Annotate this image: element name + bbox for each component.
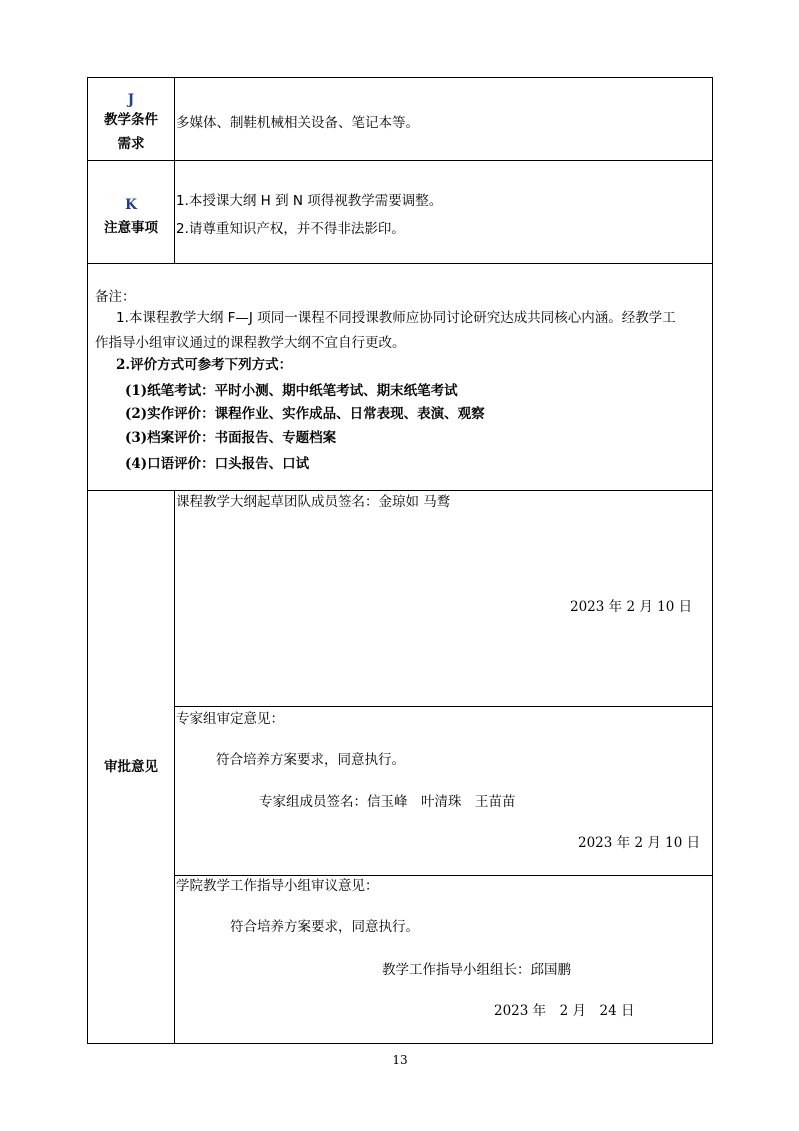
row-divider-k-notes bbox=[87, 263, 713, 264]
table-border-right bbox=[712, 77, 713, 1044]
expert-signature: 专家组成员签名：信玉峰 叶清珠 王苗苗 bbox=[259, 794, 516, 810]
notes-heading: 备注： bbox=[95, 289, 136, 305]
notes-eval-item-4: (4)口语评价：口头报告、口试 bbox=[125, 456, 310, 472]
section-k-code: K bbox=[125, 197, 137, 213]
column-divider-upper bbox=[174, 77, 175, 264]
section-k-label: 注意事项 bbox=[104, 220, 158, 236]
approval-label: 审批意见 bbox=[104, 759, 158, 775]
row-divider-j-k bbox=[87, 160, 713, 161]
section-k-item-2: 2.请尊重知识产权，并不得非法影印。 bbox=[176, 221, 405, 237]
expert-date: 2023 年 2 月 10 日 bbox=[578, 835, 701, 851]
table-border-bottom bbox=[87, 1043, 713, 1044]
notes-eval-item-3: (3)档案评价：书面报告、专题档案 bbox=[125, 430, 337, 446]
table-border-top bbox=[87, 77, 713, 78]
section-j-label-line2: 需求 bbox=[117, 136, 145, 152]
expert-opinion: 符合培养方案要求，同意执行。 bbox=[216, 752, 405, 768]
divider-expert-college bbox=[174, 875, 713, 876]
column-divider-lower bbox=[174, 490, 175, 1044]
college-date: 2023 年 2 月 24 日 bbox=[494, 1003, 635, 1019]
page-number: 13 bbox=[392, 1053, 408, 1067]
section-j-content: 多媒体、制鞋机械相关设备、笔记本等。 bbox=[176, 115, 419, 131]
drafting-title: 课程教学大纲起草团队成员签名：金琼如 马鹜 bbox=[176, 494, 451, 510]
college-signature: 教学工作指导小组组长：邱国鹏 bbox=[382, 962, 571, 978]
section-j-code: J bbox=[127, 92, 135, 108]
college-opinion: 符合培养方案要求，同意执行。 bbox=[230, 919, 419, 935]
divider-drafting-expert bbox=[174, 706, 713, 707]
expert-title: 专家组审定意见： bbox=[176, 711, 284, 727]
notes-eval-heading: 2.评价方式可参考下列方式： bbox=[116, 357, 293, 373]
notes-line-2: 作指导小组审议通过的课程教学大纲不宜自行更改。 bbox=[95, 335, 406, 351]
notes-line-1: 1.本课程教学大纲 F—J 项同一课程不同授课教师应协同讨论研究达成共同核心内涵。经教学工 bbox=[116, 310, 676, 326]
notes-eval-item-2: (2)实作评价：课程作业、实作成品、日常表现、表演、观察 bbox=[125, 406, 485, 422]
college-title: 学院教学工作指导小组审议意见： bbox=[176, 878, 379, 894]
section-j-label-line1: 教学条件 bbox=[104, 112, 158, 128]
notes-eval-item-1: (1)纸笔考试：平时小测、期中纸笔考试、期末纸笔考试 bbox=[125, 383, 458, 399]
section-k-item-1: 1.本授课大纲 H 到 N 项得视教学需要调整。 bbox=[176, 193, 443, 209]
drafting-date: 2023 年 2 月 10 日 bbox=[570, 599, 693, 615]
row-divider-notes-approval bbox=[87, 490, 713, 491]
